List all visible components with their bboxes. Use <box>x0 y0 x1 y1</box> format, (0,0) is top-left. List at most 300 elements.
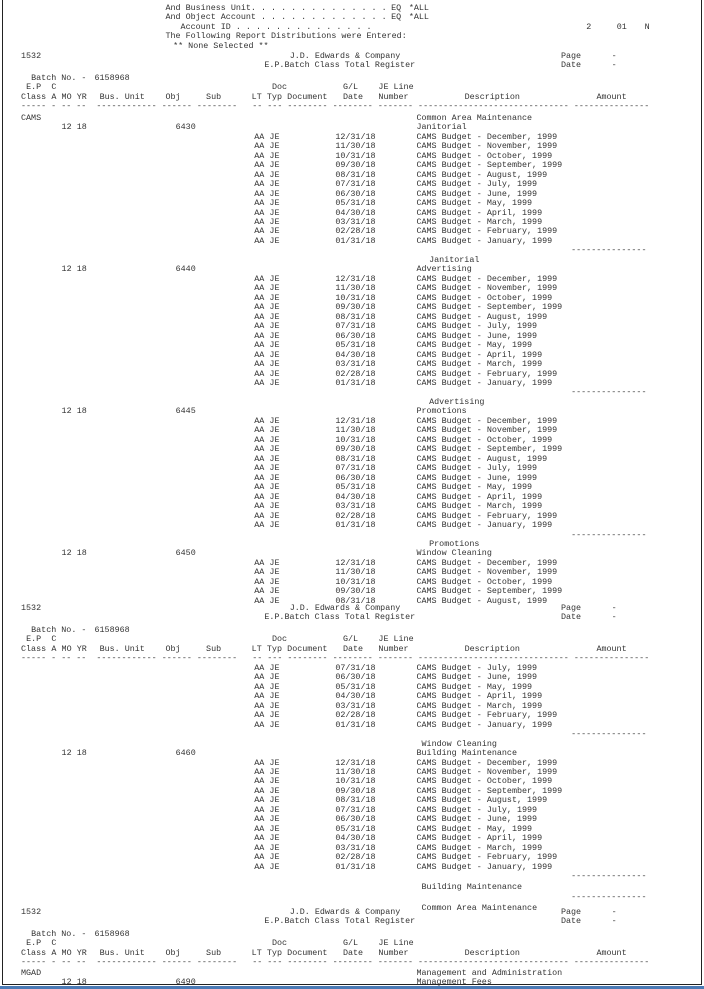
ledger-type: AA <box>254 283 265 294</box>
period-year: 18 <box>76 264 87 275</box>
description: CAMS Budget - April, 1999 <box>416 207 543 218</box>
col-gl: G/L <box>342 82 359 93</box>
batch-label: Batch No. - <box>31 72 87 83</box>
gl-date: 08/31/18 <box>335 311 376 322</box>
gl-date: 09/30/18 <box>335 444 376 455</box>
ledger-type: AA <box>254 226 265 237</box>
report-id: 1532 <box>21 603 42 613</box>
col-sub: Sub <box>206 643 222 654</box>
col-date: Date <box>342 91 364 102</box>
description: CAMS Budget - May, 1999 <box>416 681 533 692</box>
doc-type: JE <box>269 368 280 379</box>
account-name: Management Fees <box>416 977 492 988</box>
description: CAMS Budget - June, 1999 <box>416 814 538 825</box>
period-year: 18 <box>76 122 87 133</box>
rule-dashes: --------------- <box>571 729 647 740</box>
page-label: Page <box>560 907 582 917</box>
col-typ: Typ <box>266 643 282 654</box>
total-label: Advertising <box>429 396 485 407</box>
gl-date: 04/30/18 <box>335 207 376 218</box>
gl-date: 12/31/18 <box>335 273 376 284</box>
description: CAMS Budget - August, 1999 <box>416 311 548 322</box>
ledger-type: AA <box>254 150 265 161</box>
doc-type: JE <box>269 586 280 597</box>
doc-type: JE <box>269 349 280 360</box>
doc-type: JE <box>269 576 280 587</box>
gl-date: 04/30/18 <box>335 491 376 502</box>
gl-date: 03/31/18 <box>335 216 376 227</box>
ledger-type: AA <box>254 131 265 142</box>
object-account: 6440 <box>175 264 196 275</box>
report-id: 1532 <box>21 907 42 917</box>
gl-date: 10/31/18 <box>335 292 376 303</box>
doc-type: JE <box>269 823 280 834</box>
account-name: Janitorial <box>416 122 467 133</box>
doc-type: JE <box>269 842 280 853</box>
object-account: 6445 <box>175 406 196 417</box>
doc-type: JE <box>269 814 280 825</box>
gl-date: 08/31/18 <box>335 795 376 806</box>
col-number: Number <box>378 91 409 102</box>
batch-label: Batch No. - <box>31 928 87 939</box>
gl-date: 09/30/18 <box>335 302 376 313</box>
ledger-type: AA <box>254 179 265 190</box>
gl-date: 02/28/18 <box>335 368 376 379</box>
period-month: 12 <box>61 406 72 417</box>
page-separator: - <box>611 603 617 613</box>
col-mo: MO <box>61 643 72 654</box>
description: CAMS Budget - October, 1999 <box>416 292 553 303</box>
doc-type: JE <box>269 852 280 863</box>
gl-date: 03/31/18 <box>335 359 376 370</box>
col-lt: LT <box>251 643 262 654</box>
ledger-type: AA <box>254 463 265 474</box>
ledger-type: AA <box>254 576 265 587</box>
gl-date: 02/28/18 <box>335 710 376 721</box>
ledger-type: AA <box>254 861 265 872</box>
gl-date: 11/30/18 <box>335 567 376 578</box>
doc-type: JE <box>269 861 280 872</box>
description: CAMS Budget - July, 1999 <box>416 463 538 474</box>
gl-date: 05/31/18 <box>335 340 376 351</box>
period-month: 12 <box>61 977 72 988</box>
doc-type: JE <box>269 131 280 142</box>
col-class: Class <box>21 91 47 102</box>
col-sub: Sub <box>206 947 222 958</box>
report-title: E.P.Batch Class Total Register <box>264 612 416 623</box>
gl-date: 05/31/18 <box>335 198 376 209</box>
criteria-label: And Object Account . . . . . . . . . . . . . <box>165 12 387 23</box>
header-underline: ----- - -- -- ------------ ------ -------- -- --- -------- -------- ------- ------------------------------ --------------- <box>21 101 650 112</box>
description: CAMS Budget - May, 1999 <box>416 482 533 493</box>
doc-type: JE <box>269 520 280 531</box>
account-name: Building Maintenance <box>416 748 517 759</box>
description: CAMS Budget - October, 1999 <box>416 576 553 587</box>
doc-type: JE <box>269 377 280 388</box>
doc-type: JE <box>269 302 280 313</box>
description: CAMS Budget - November, 1999 <box>416 425 558 436</box>
col-description: Description <box>464 947 520 958</box>
ledger-type: AA <box>254 567 265 578</box>
doc-type: JE <box>269 833 280 844</box>
description: CAMS Budget - April, 1999 <box>416 691 543 702</box>
ledger-type: AA <box>254 776 265 787</box>
description: CAMS Budget - September, 1999 <box>416 785 563 796</box>
doc-type: JE <box>269 150 280 161</box>
object-account: 6460 <box>175 748 196 759</box>
description: CAMS Budget - July, 1999 <box>416 804 538 815</box>
doc-type: JE <box>269 785 280 796</box>
gl-date: 05/31/18 <box>335 823 376 834</box>
col-gl: G/L <box>342 938 359 949</box>
gl-date: 06/30/18 <box>335 188 376 199</box>
report-title: E.P.Batch Class Total Register <box>264 916 416 927</box>
col-document: Document <box>287 947 328 958</box>
gl-date: 11/30/18 <box>335 425 376 436</box>
gl-date: 07/31/18 <box>335 179 376 190</box>
col-sub: Sub <box>206 91 222 102</box>
account-name: Promotions <box>416 406 467 417</box>
period-month: 12 <box>61 122 72 133</box>
ledger-type: AA <box>254 321 265 332</box>
doc-type: JE <box>269 216 280 227</box>
col-number: Number <box>378 643 409 654</box>
col-ep: E.P <box>26 82 42 93</box>
col-ep: E.P <box>26 938 42 949</box>
doc-type: JE <box>269 776 280 787</box>
description: CAMS Budget - November, 1999 <box>416 766 558 777</box>
doc-type: JE <box>269 700 280 711</box>
ledger-type: AA <box>254 814 265 825</box>
period-year: 18 <box>76 406 87 417</box>
col-a: A <box>51 643 57 654</box>
ledger-type: AA <box>254 482 265 493</box>
ledger-type: AA <box>254 557 265 568</box>
description: CAMS Budget - February, 1999 <box>416 510 558 521</box>
gl-date: 10/31/18 <box>335 576 376 587</box>
col-lt: LT <box>251 91 262 102</box>
ledger-type: AA <box>254 302 265 313</box>
gl-date: 06/30/18 <box>335 330 376 341</box>
doc-type: JE <box>269 453 280 464</box>
description: CAMS Budget - October, 1999 <box>416 434 553 445</box>
batch-number: 6158968 <box>94 72 130 83</box>
ledger-type: AA <box>254 169 265 180</box>
ledger-type: AA <box>254 757 265 768</box>
col-typ: Typ <box>266 91 282 102</box>
report-title: E.P.Batch Class Total Register <box>264 60 416 71</box>
ledger-type: AA <box>254 198 265 209</box>
account-name: Window Cleaning <box>416 548 492 559</box>
ledger-type: AA <box>254 434 265 445</box>
gl-date: 03/31/18 <box>335 501 376 512</box>
doc-type: JE <box>269 662 280 673</box>
description: CAMS Budget - April, 1999 <box>416 833 543 844</box>
date-label: Date <box>560 60 582 71</box>
batch-label: Batch No. - <box>31 624 87 635</box>
col-typ: Typ <box>266 947 282 958</box>
description: CAMS Budget - May, 1999 <box>416 198 533 209</box>
distributions-text: The Following Report Distributions were Entered: <box>165 31 407 42</box>
col-a: A <box>51 947 57 958</box>
ledger-type: AA <box>254 311 265 322</box>
page-label: Page <box>560 51 582 61</box>
date-separator: - <box>611 60 617 71</box>
period-year: 18 <box>76 977 87 988</box>
doc-type: JE <box>269 757 280 768</box>
gl-date: 04/30/18 <box>335 691 376 702</box>
ep-class: CAMS <box>21 112 42 123</box>
gl-date: 10/31/18 <box>335 434 376 445</box>
description: CAMS Budget - January, 1999 <box>416 377 553 388</box>
gl-date: 07/31/18 <box>335 321 376 332</box>
class-description: Management and Administration <box>416 967 563 978</box>
account-name: Advertising <box>416 264 472 275</box>
description: CAMS Budget - July, 1999 <box>416 179 538 190</box>
doc-type: JE <box>269 273 280 284</box>
col-amount: Amount <box>596 947 627 958</box>
date-label: Date <box>560 612 582 623</box>
ledger-type: AA <box>254 216 265 227</box>
doc-type: JE <box>269 188 280 199</box>
doc-type: JE <box>269 510 280 521</box>
ledger-type: AA <box>254 719 265 730</box>
gl-date: 09/30/18 <box>335 785 376 796</box>
description: CAMS Budget - July, 1999 <box>416 662 538 673</box>
doc-type: JE <box>269 672 280 683</box>
description: CAMS Budget - November, 1999 <box>416 141 558 152</box>
criteria-label: Account ID . . . . . . . . . . . . . . <box>165 21 372 32</box>
gl-date: 04/30/18 <box>335 833 376 844</box>
description: CAMS Budget - December, 1999 <box>416 557 558 568</box>
col-bus-unit: Bus. Unit <box>99 91 145 102</box>
col-mo: MO <box>61 947 72 958</box>
description: CAMS Budget - December, 1999 <box>416 131 558 142</box>
col-je: JE Line <box>378 938 414 949</box>
ledger-type: AA <box>254 795 265 806</box>
description: CAMS Budget - February, 1999 <box>416 710 558 721</box>
col-je: JE Line <box>378 634 414 645</box>
col-yr: YR <box>76 947 87 958</box>
doc-type: JE <box>269 795 280 806</box>
description: CAMS Budget - November, 1999 <box>416 567 558 578</box>
col-ep: E.P <box>26 634 42 645</box>
total-label: Promotions <box>429 538 480 549</box>
gl-date: 01/31/18 <box>335 235 376 246</box>
gl-date: 06/30/18 <box>335 814 376 825</box>
doc-type: JE <box>269 235 280 246</box>
gl-date: 12/31/18 <box>335 131 376 142</box>
ep-class: MGAD <box>21 967 42 978</box>
description: CAMS Budget - September, 1999 <box>416 160 563 171</box>
gl-date: 01/31/18 <box>335 377 376 388</box>
account-flag: 01 <box>616 21 627 32</box>
col-doc: Doc <box>271 82 288 93</box>
doc-type: JE <box>269 207 280 218</box>
col-c: C <box>51 634 57 645</box>
doc-type: JE <box>269 415 280 426</box>
ledger-type: AA <box>254 662 265 673</box>
ledger-type: AA <box>254 852 265 863</box>
ledger-type: AA <box>254 700 265 711</box>
gl-date: 01/31/18 <box>335 719 376 730</box>
description: CAMS Budget - May, 1999 <box>416 823 533 834</box>
company-name: J.D. Edwards & Company <box>289 51 401 61</box>
criteria-operator: EQ <box>391 3 402 13</box>
doc-type: JE <box>269 179 280 190</box>
ledger-type: AA <box>254 842 265 853</box>
description: CAMS Budget - February, 1999 <box>416 368 558 379</box>
header-underline: ----- - -- -- ------------ ------ -------- -- --- -------- -------- ------- ------------------------------ --------------- <box>21 653 650 664</box>
ledger-type: AA <box>254 340 265 351</box>
description: CAMS Budget - October, 1999 <box>416 150 553 161</box>
gl-date: 12/31/18 <box>335 415 376 426</box>
doc-type: JE <box>269 681 280 692</box>
col-je: JE Line <box>378 82 414 93</box>
ledger-type: AA <box>254 292 265 303</box>
doc-type: JE <box>269 444 280 455</box>
doc-type: JE <box>269 557 280 568</box>
ledger-type: AA <box>254 823 265 834</box>
doc-type: JE <box>269 340 280 351</box>
description: CAMS Budget - October, 1999 <box>416 776 553 787</box>
description: CAMS Budget - December, 1999 <box>416 273 558 284</box>
criteria-value: *ALL <box>408 12 429 23</box>
class-description: Common Area Maintenance <box>416 112 533 123</box>
gl-date: 12/31/18 <box>335 757 376 768</box>
ledger-type: AA <box>254 672 265 683</box>
gl-date: 06/30/18 <box>335 472 376 483</box>
description: CAMS Budget - June, 1999 <box>416 672 538 683</box>
company-name: J.D. Edwards & Company <box>289 603 401 613</box>
date-separator: - <box>611 612 617 623</box>
page-separator: - <box>611 51 617 61</box>
doc-type: JE <box>269 198 280 209</box>
gl-date: 09/30/18 <box>335 160 376 171</box>
doc-type: JE <box>269 292 280 303</box>
doc-type: JE <box>269 226 280 237</box>
gl-date: 01/31/18 <box>335 520 376 531</box>
col-bus-unit: Bus. Unit <box>99 947 145 958</box>
ledger-type: AA <box>254 785 265 796</box>
col-date: Date <box>342 947 364 958</box>
company-name: J.D. Edwards & Company <box>289 907 401 917</box>
object-account: 6490 <box>175 977 196 988</box>
gl-date: 11/30/18 <box>335 766 376 777</box>
doc-type: JE <box>269 491 280 502</box>
gl-date: 11/30/18 <box>335 283 376 294</box>
ledger-type: AA <box>254 359 265 370</box>
doc-type: JE <box>269 425 280 436</box>
description: CAMS Budget - April, 1999 <box>416 349 543 360</box>
gl-date: 04/30/18 <box>335 349 376 360</box>
object-account: 6430 <box>175 122 196 133</box>
doc-type: JE <box>269 283 280 294</box>
doc-type: JE <box>269 330 280 341</box>
report-id: 1532 <box>21 51 42 61</box>
description: CAMS Budget - June, 1999 <box>416 472 538 483</box>
total-label: Window Cleaning <box>421 738 497 749</box>
col-amount: Amount <box>596 643 627 654</box>
object-account: 6450 <box>175 548 196 559</box>
ledger-type: AA <box>254 520 265 531</box>
gl-date: 11/30/18 <box>335 141 376 152</box>
rule-dashes: --------------- <box>571 529 647 540</box>
doc-type: JE <box>269 710 280 721</box>
gl-date: 07/31/18 <box>335 804 376 815</box>
ledger-type: AA <box>254 160 265 171</box>
description: CAMS Budget - September, 1999 <box>416 586 563 597</box>
description: CAMS Budget - June, 1999 <box>416 188 538 199</box>
col-doc: Doc <box>271 938 288 949</box>
description: CAMS Budget - September, 1999 <box>416 302 563 313</box>
gl-date: 02/28/18 <box>335 852 376 863</box>
criteria-value: *ALL <box>408 3 429 13</box>
ledger-type: AA <box>254 330 265 341</box>
ledger-type: AA <box>254 510 265 521</box>
ledger-type: AA <box>254 188 265 199</box>
ledger-type: AA <box>254 415 265 426</box>
doc-type: JE <box>269 141 280 152</box>
none-selected-text: ** None Selected ** <box>173 40 269 51</box>
ledger-type: AA <box>254 804 265 815</box>
col-document: Document <box>287 643 328 654</box>
col-obj: Obj <box>165 947 181 958</box>
gl-date: 03/31/18 <box>335 842 376 853</box>
col-class: Class <box>21 947 47 958</box>
description: CAMS Budget - February, 1999 <box>416 226 558 237</box>
description: CAMS Budget - May, 1999 <box>416 340 533 351</box>
batch-number: 6158968 <box>94 928 130 939</box>
rule-dashes: --------------- <box>571 387 647 398</box>
col-bus-unit: Bus. Unit <box>99 643 145 654</box>
description: CAMS Budget - March, 1999 <box>416 700 543 711</box>
ledger-type: AA <box>254 501 265 512</box>
ledger-type: AA <box>254 453 265 464</box>
description: CAMS Budget - March, 1999 <box>416 842 543 853</box>
col-amount: Amount <box>596 91 627 102</box>
doc-type: JE <box>269 169 280 180</box>
description: CAMS Budget - November, 1999 <box>416 283 558 294</box>
description: CAMS Budget - March, 1999 <box>416 501 543 512</box>
col-description: Description <box>464 91 520 102</box>
total-label: Building Maintenance <box>421 881 523 892</box>
ledger-type: AA <box>254 141 265 152</box>
ledger-type: AA <box>254 235 265 246</box>
gl-date: 07/31/18 <box>335 662 376 673</box>
account-flag: N <box>644 21 650 32</box>
ledger-type: AA <box>254 595 265 606</box>
gl-date: 12/31/18 <box>335 557 376 568</box>
batch-number: 6158968 <box>94 624 130 635</box>
gl-date: 06/30/18 <box>335 672 376 683</box>
gl-date: 03/31/18 <box>335 700 376 711</box>
total-label: Common Area Maintenance <box>421 902 538 913</box>
col-doc: Doc <box>271 634 288 645</box>
description: CAMS Budget - August, 1999 <box>416 595 548 606</box>
description: CAMS Budget - January, 1999 <box>416 520 553 531</box>
period-month: 12 <box>61 748 72 759</box>
gl-date: 05/31/18 <box>335 681 376 692</box>
description: CAMS Budget - September, 1999 <box>416 444 563 455</box>
doc-type: JE <box>269 719 280 730</box>
period-year: 18 <box>76 548 87 559</box>
gl-date: 10/31/18 <box>335 776 376 787</box>
description: CAMS Budget - January, 1999 <box>416 719 553 730</box>
ledger-type: AA <box>254 681 265 692</box>
gl-date: 07/31/18 <box>335 463 376 474</box>
total-label: Janitorial <box>429 254 480 265</box>
